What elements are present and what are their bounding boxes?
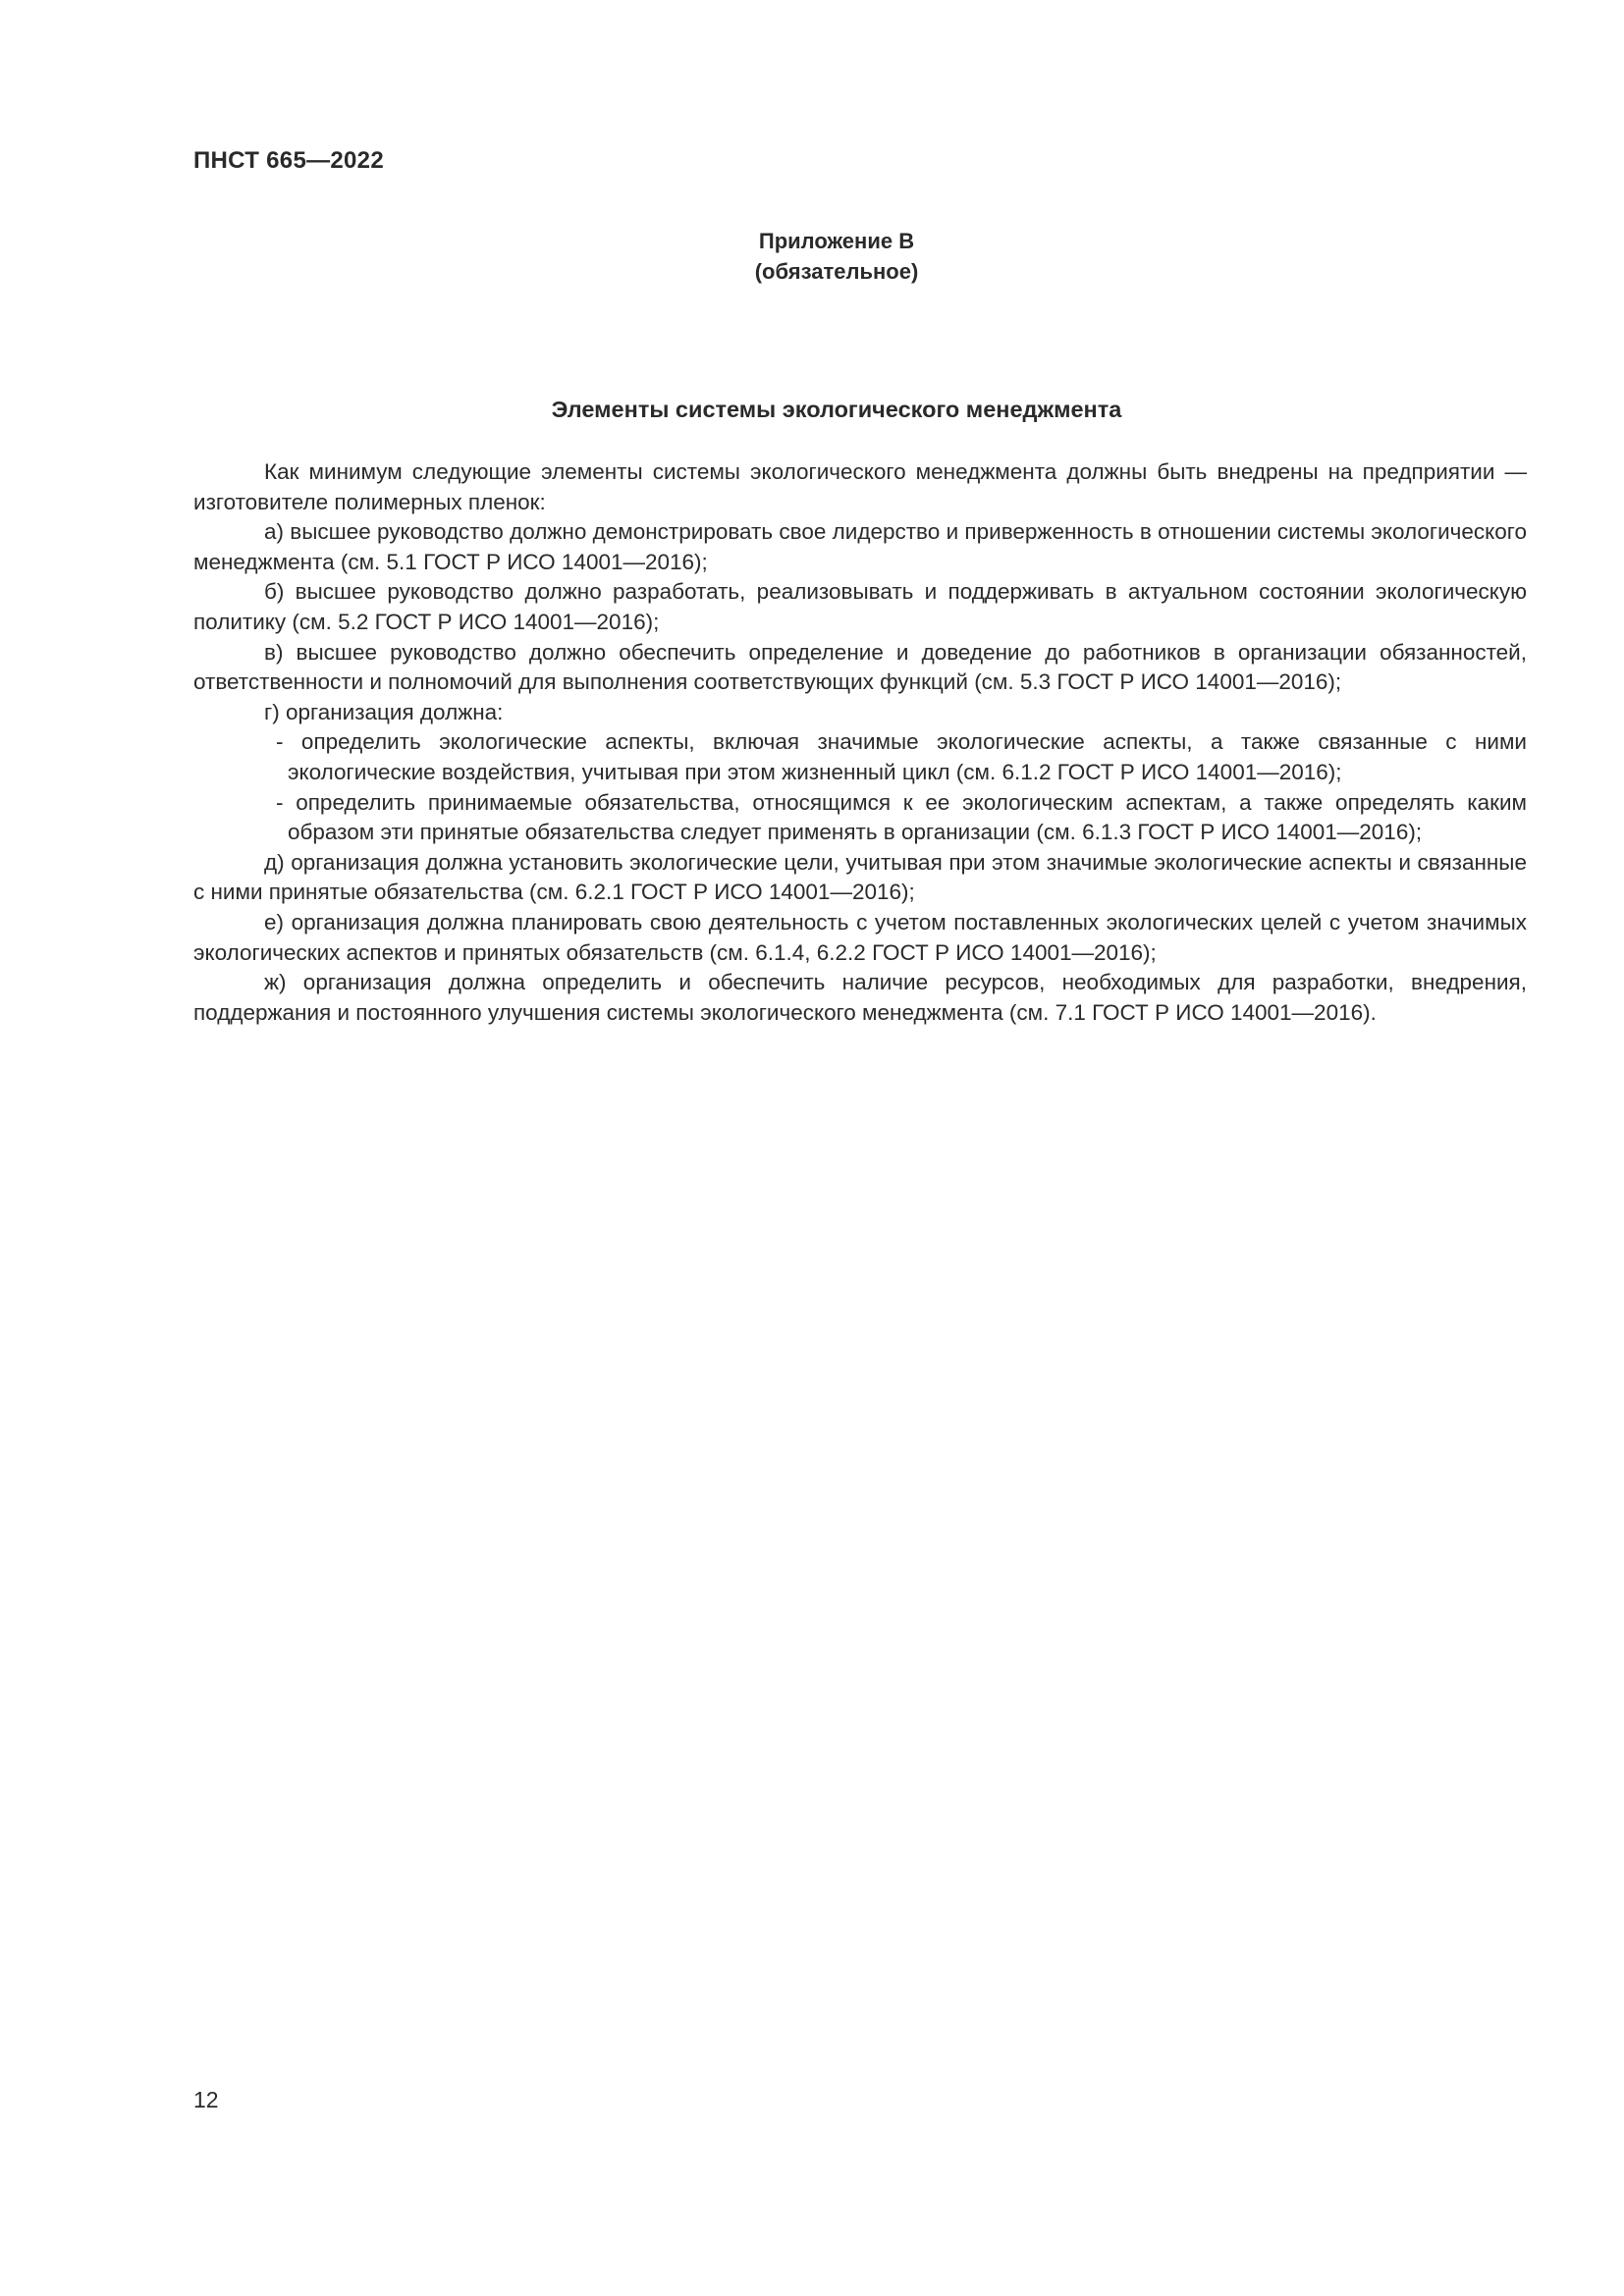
annex-status: (обязательное) (754, 259, 919, 284)
list-item-e: е) организация должна планировать свою деятельность с учетом поставленных экологических целей с учетом значимых экологических аспектов и принятых обязательств (см. 6.1.4, 6.2.2 ГОСТ Р ИСО 14001—2016); (193, 909, 1527, 965)
annex-title: Приложение В (758, 229, 915, 253)
list-item-zh: ж) организация должна определить и обеспечить наличие ресурсов, необходимых для разработки, внедрения, поддержания и постоянного улучшения системы экологического менеджмента (см. 7.1 ГОСТ Р ИСО 14001—2016). (193, 970, 1527, 1025)
sub-item-obligations: - определить принимаемые обязательства, относящимся к ее экологическим аспектам, а также определять каким образом эти принятые обязательства следует применять в организации (см. 6.1.3 ГОСТ Р ИСО 14001—2016); (276, 789, 1527, 845)
list-item-a: а) высшее руководство должно демонстрировать свое лидерство и приверженность в отношении системы экологического менеджмента (см. 5.1 ГОСТ Р ИСО 14001—2016); (193, 519, 1527, 574)
sub-item-aspects: - определить экологические аспекты, включая значимые экологические аспекты, а также связанные с ними экологические воздействия, учитывая при этом жизненный цикл (см. 6.1.2 ГОСТ Р ИСО 14001—2016); (276, 729, 1527, 784)
document-code: ПНСТ 665—2022 (193, 147, 384, 174)
list-item-g: г) организация должна: (264, 699, 504, 724)
page-number: 12 (193, 2087, 219, 2112)
paragraph-intro: Как минимум следующие элементы системы экологического менеджмента должны быть внедрены на предприятии — изготовителе полимерных пленок: (193, 459, 1527, 514)
annex-header (0, 226, 1624, 287)
section-title: Элементы системы экологического менеджмента (551, 397, 1122, 422)
list-item-b: б) высшее руководство должно разработать, реализовывать и поддерживать в актуальном состоянии экологическую политику (см. 5.2 ГОСТ Р ИСО 14001—2016); (193, 579, 1527, 634)
list-item-v: в) высшее руководство должно обеспечить определение и доведение до работников в организации обязанностей, ответственности и полномочий для выполнения соответствующих функций (см. 5.3 ГОСТ Р ИСО 14001—2016); (193, 639, 1527, 695)
list-item-d: д) организация должна установить экологические цели, учитывая при этом значимые экологические аспекты и связанные с ними принятые обязательства (см. 6.2.1 ГОСТ Р ИСО 14001—2016); (193, 849, 1527, 905)
body-text (193, 457, 1527, 1028)
